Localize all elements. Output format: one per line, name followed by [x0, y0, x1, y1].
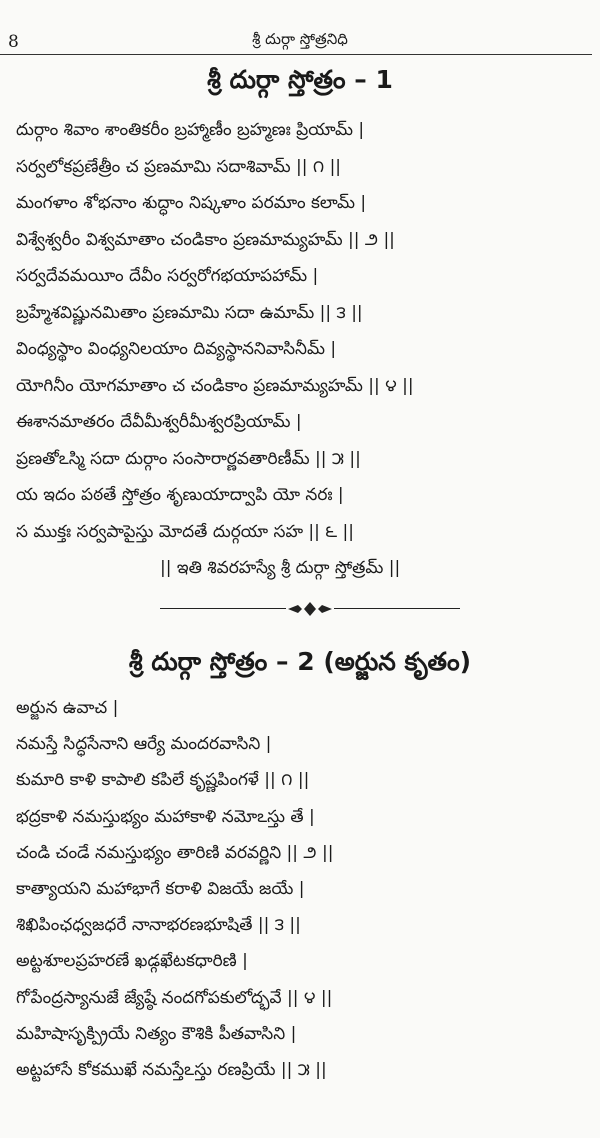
verse-line: సర్వదేవమయీం దేవీం సర్వరోగభయాపహామ్ |	[16, 266, 319, 286]
verse-line: వింధ్యస్థాం వింధ్యనిలయాం దివ్యస్థాననివాసినీమ్ |	[16, 339, 337, 359]
verse-line: అట్టహాసే కోకముఖే నమస్తేఽస్తు రణప్రియే || ౫ ||	[16, 1059, 327, 1080]
page-number: 8	[8, 32, 19, 52]
ornament-diamond-icon	[286, 599, 334, 619]
verse-line: అట్టశూలప్రహరణే ఖడ్గఖేటకధారిణి |	[16, 951, 248, 972]
verse-line: కుమారి కాళి కాపాలి కపిలే కృష్ణపింగళే || ౧ ||	[16, 770, 310, 791]
verse-line: భద్రకాళి నమస్తుభ్యం మహాకాళి నమోఽస్తు తే |	[16, 806, 315, 827]
verse-line: యోగినీం యోగమాతాం చ చండికాం ప్రణమామ్యహమ్ || ౪ ||	[16, 375, 414, 396]
section-1-verses	[0, 116, 600, 591]
verse-line: విశ్వేశ్వరీం విశ్వమాతాం చండికాం ప్రణమామ్యహమ్ || ౨ ||	[16, 229, 395, 250]
verse-line: కాత్యాయని మహాభాగే కరాళి విజయే జయే |	[16, 878, 305, 899]
running-title: శ్రీ దుర్గా స్తోత్రనిధి	[252, 30, 348, 48]
colophon: || ఇతి శివరహస్యే శ్రీ దుర్గా స్తోత్రమ్ ||	[160, 558, 401, 578]
verse-line: నమస్తే సిద్ధసేనాని ఆర్యే మందరవాసిని |	[16, 734, 272, 755]
ornament-line-right	[334, 608, 460, 609]
verse-line: స ముక్తః సర్వపాపైస్తు మోదతే దుర్గయా సహ || ౬ ||	[16, 521, 354, 542]
verse-line: మంగళాం శోభనాం శుద్ధాం నిష్కళాం పరమాం కలామ్ |	[16, 193, 367, 213]
verse-line: ఈశానమాతరం దేవీమీశ్వరీమీశ్వరప్రియామ్ |	[16, 412, 302, 432]
section-1-title: శ్రీ దుర్గా స్తోత్రం – 1	[207, 65, 393, 94]
verse-line: గోపేంద్రస్యానుజే జ్యేష్ఠే నందగోపకులోద్భవే || ౪ ||	[16, 987, 333, 1008]
section-2-verses	[0, 694, 600, 1092]
verse-line: మహిషాసృక్ప్రియే నిత్యం కౌశికి పీతవాసిని |	[16, 1023, 297, 1044]
header-rule	[0, 54, 592, 55]
ornament-line-left	[160, 608, 286, 609]
verse-line: య ఇదం పఠతే స్తోత్రం శృణుయాద్వాపి యో నరః |	[16, 485, 344, 505]
verse-line: దుర్గాం శివాం శాంతికరీం బ్రహ్మాణీం బ్రహ్మణః ప్రియామ్ |	[16, 120, 365, 140]
ornament-divider	[160, 597, 460, 621]
verse-line: శిఖిపింఛధ్వజధరే నానాభరణభూషితే || ౩ ||	[16, 915, 301, 936]
verse-line: చండి చండే నమస్తుభ్యం తారిణి వరవర్ణిని || ౨ ||	[16, 842, 334, 863]
section-2-title: శ్రీ దుర్గా స్తోత్రం – 2 (అర్జున కృతం)	[128, 647, 472, 676]
verse-line: బ్రహ్మేశవిష్ణునమితాం ప్రణమామి సదా ఉమామ్ || ౩ ||	[16, 302, 363, 323]
verse-line: సర్వలోకప్రణేత్రీం చ ప్రణమామి సదాశివామ్ || ౧ ||	[16, 156, 342, 177]
verse-line: అర్జున ఉవాచ |	[16, 698, 119, 718]
verse-line: ప్రణతోఽస్మి సదా దుర్గాం సంసారార్ణవతారిణీమ్ || ౫ ||	[16, 448, 361, 469]
